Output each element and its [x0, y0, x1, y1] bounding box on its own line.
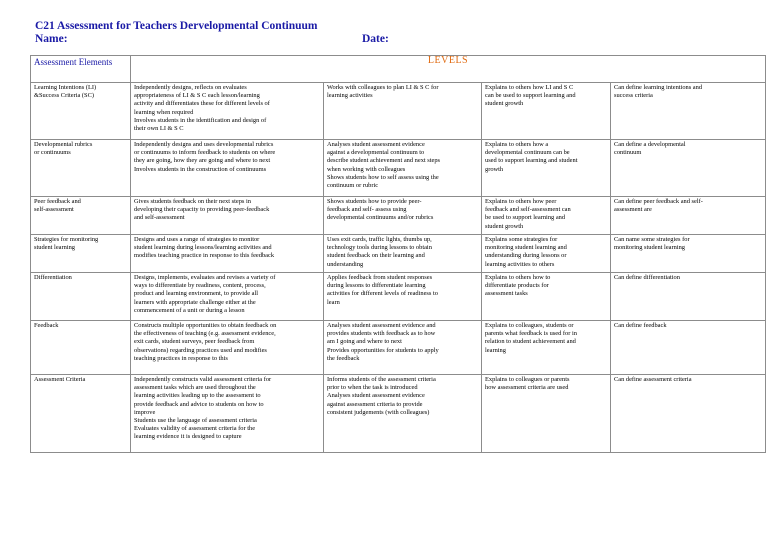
cell-text-line: Independently designs and uses developmental rubrics	[134, 141, 274, 148]
cell-text-line: how assessment criteria are used	[485, 384, 569, 392]
cell-text-line: Gives students feedback on their next steps in	[134, 198, 251, 205]
cell-text-line: Involves students in the construction of continuums	[134, 165, 267, 173]
cell-text-line: teaching practices in response to this	[134, 354, 228, 362]
column-header-levels: LEVELS	[131, 56, 766, 83]
cell-text-line: learning activities leading up to the assessment to	[134, 392, 261, 400]
cell-text-line: Explains to others how peer	[485, 198, 557, 205]
cell-text-line: they are going, how they are going and where to next	[134, 157, 271, 165]
cell-text-line: learn	[327, 298, 340, 306]
level-3-cell	[482, 197, 611, 235]
cell-text-line: appropriateness of LI & S C each lesson/learning	[134, 92, 260, 100]
cell-text-line: developing their capacity to providing peer-feedback	[134, 206, 270, 214]
assessment-continuum-table	[30, 55, 766, 453]
assessment-element-cell	[31, 375, 131, 453]
cell-text-line: Applies feedback from student responses	[327, 274, 433, 281]
cell-text-line: Designs and uses a range of strategies to monitor	[134, 236, 260, 243]
cell-text-line: differentiate products for	[485, 282, 549, 290]
cell-text-line: can be used to support learning and	[485, 92, 576, 100]
cell-text-line: learning activities to others	[485, 260, 555, 268]
cell-text-line: student growth	[485, 222, 524, 230]
cell-text-line: assessment tasks	[485, 290, 528, 298]
cell-text-line: student feedback on their learning and	[327, 252, 425, 260]
cell-text-line: learning evidence it is designed to capture	[134, 433, 242, 441]
level-2-cell	[324, 197, 482, 235]
assessment-element-cell	[31, 235, 131, 273]
cell-text-line: developmental continuums and/or rubrics	[327, 214, 434, 222]
cell-text-line: Explains to others how to	[485, 274, 551, 281]
cell-text-line: observations) regarding practices used and modifies	[134, 346, 267, 354]
level-4-cell	[611, 140, 766, 197]
cell-text-line: ways to differentiate by readiness, content, process,	[134, 282, 266, 290]
cell-text-line: Can define differentiation	[614, 274, 680, 281]
cell-text-line: against a developmental continuum to	[327, 149, 425, 157]
cell-text-line: growth	[485, 165, 504, 173]
cell-text-line: Constructs multiple opportunities to obtain feedback on	[134, 322, 277, 329]
table-row	[31, 140, 766, 197]
cell-text-line: feedback and self-assessment can	[485, 206, 571, 214]
level-1-cell	[131, 375, 324, 453]
cell-text-line: developmental continuum can be	[485, 149, 570, 157]
cell-text-line: the feedback	[327, 354, 360, 362]
cell-text-line: technology tools during lessons to obtain	[327, 244, 432, 252]
cell-text-line: provides students with feedback as to how	[327, 330, 436, 338]
cell-text-line: learning activities	[327, 92, 373, 100]
cell-text-line: student growth	[485, 100, 524, 108]
column-header-assessment-elements: Assessment Elements	[31, 56, 131, 83]
cell-text-line: learners with appropriate challenge either at the	[134, 298, 256, 306]
cell-text-line: Learning Intentions (LI)	[34, 84, 97, 91]
cell-text-line: self-assessment	[34, 206, 74, 214]
cell-text-line: Can define a developmental	[614, 141, 686, 148]
level-3-cell	[482, 140, 611, 197]
cell-text-line: assessment are	[614, 206, 652, 214]
level-2-cell	[324, 235, 482, 273]
assessment-element-cell	[31, 197, 131, 235]
assessment-element-cell	[31, 83, 131, 140]
table-row	[31, 235, 766, 273]
cell-text-line: learning when required	[134, 108, 194, 116]
table-row	[31, 321, 766, 375]
level-4-cell	[611, 197, 766, 235]
date-label: Date:	[362, 33, 389, 45]
level-3-cell	[482, 273, 611, 321]
table-row	[31, 273, 766, 321]
cell-text-line: Assessment Criteria	[34, 376, 86, 383]
cell-text-line: or continuums	[34, 149, 71, 157]
cell-text-line: Involves students in the identification and design of	[134, 116, 267, 124]
level-1-cell	[131, 321, 324, 375]
cell-text-line: relation to student achievement and	[485, 338, 576, 346]
cell-text-line: Analyses student assessment evidence	[327, 392, 425, 400]
cell-text-line: Differentiation	[34, 274, 72, 281]
assessment-element-cell	[31, 321, 131, 375]
name-label: Name:	[35, 33, 68, 45]
level-3-cell	[482, 375, 611, 453]
level-2-cell	[324, 273, 482, 321]
cell-text-line: Explains to others how LI and S C	[485, 84, 574, 91]
cell-text-line: Students use the language of assessment criteria	[134, 417, 257, 425]
cell-text-line: Can define assessment criteria	[614, 376, 692, 383]
cell-text-line: during lessons to differentiate learning	[327, 282, 426, 290]
level-2-cell	[324, 321, 482, 375]
cell-text-line: commencement of a unit or during a lesson	[134, 306, 245, 314]
level-1-cell	[131, 197, 324, 235]
document-header	[35, 20, 755, 47]
level-1-cell	[131, 273, 324, 321]
document-title: C21 Assessment for Teachers Dervelopmental Continuum	[35, 20, 318, 32]
level-4-cell	[611, 83, 766, 140]
level-2-cell	[324, 83, 482, 140]
cell-text-line: the effectiveness of teaching (e.g. assessment evidence,	[134, 330, 276, 338]
cell-text-line: am I going and where to next	[327, 338, 402, 346]
cell-text-line: Can define peer feedback and self-	[614, 198, 703, 205]
cell-text-line: Designs, implements, evaluates and revises a variety of	[134, 274, 276, 281]
cell-text-line: and self-assessment	[134, 214, 185, 222]
level-4-cell	[611, 375, 766, 453]
level-1-cell	[131, 235, 324, 273]
cell-text-line: success criteria	[614, 92, 653, 100]
cell-text-line: Uses exit cards, traffic lights, thumbs up,	[327, 236, 432, 243]
cell-text-line: Shows students how to self assess using the	[327, 173, 439, 181]
cell-text-line: used to support learning and student	[485, 157, 578, 165]
level-2-cell	[324, 140, 482, 197]
cell-text-line: Independently designs, reflects on evaluates	[134, 84, 247, 91]
cell-text-line: Explains some strategies for	[485, 236, 558, 243]
cell-text-line: understanding	[327, 260, 364, 268]
cell-text-line: monitoring student learning and	[485, 244, 567, 252]
name-date-line	[35, 33, 755, 47]
cell-text-line: Explains to colleagues or parents	[485, 376, 570, 383]
cell-text-line: monitoring student learning	[614, 244, 685, 252]
cell-text-line: provide feedback and advice to students on how to	[134, 400, 264, 408]
cell-text-line: against assessment criteria to provide	[327, 400, 423, 408]
cell-text-line: continuum	[614, 149, 642, 157]
cell-text-line: Peer feedback and	[34, 198, 81, 205]
cell-text-line: &Success Criteria (SC)	[34, 92, 94, 100]
cell-text-line: Provides opportunities for students to apply	[327, 346, 439, 354]
cell-text-line: Analyses student assessment evidence	[327, 141, 425, 148]
cell-text-line: Independently constructs valid assessment criteria for	[134, 376, 272, 383]
level-3-cell	[482, 321, 611, 375]
cell-text-line: modifies teaching practice in response to this feedback	[134, 252, 275, 260]
cell-text-line: or continuums to inform feedback to students on where	[134, 149, 276, 157]
cell-text-line: Evaluates validity of assessment criteria for the	[134, 425, 256, 433]
cell-text-line: their own LI & S C	[134, 125, 184, 133]
cell-text-line: understanding during lessons or	[485, 252, 567, 260]
cell-text-line: be used to support learning and	[485, 214, 566, 222]
cell-text-line: Explains to others how a	[485, 141, 549, 148]
cell-text-line: when working with colleagues	[327, 165, 406, 173]
cell-text-line: describe student achievement and next steps	[327, 157, 441, 165]
cell-text-line: learning	[485, 346, 506, 354]
level-4-cell	[611, 235, 766, 273]
table-row	[31, 197, 766, 235]
level-2-cell	[324, 375, 482, 453]
cell-text-line: activity and differentiates these for different levels of	[134, 100, 270, 108]
assessment-element-cell	[31, 140, 131, 197]
cell-text-line: parents what feedback is used for in	[485, 330, 577, 338]
level-4-cell	[611, 321, 766, 375]
cell-text-line: student learning during lessons/learning activities and	[134, 244, 272, 252]
cell-text-line: Explains to colleagues, students or	[485, 322, 574, 329]
cell-text-line: consistent judgements (with colleagues)	[327, 408, 430, 416]
cell-text-line: product and learning environment, to provide all	[134, 290, 259, 298]
table-row	[31, 83, 766, 140]
cell-text-line: Analyses student assessment evidence and	[327, 322, 436, 329]
cell-text-line: feedback and self- assess using	[327, 206, 407, 214]
cell-text-line: improve	[134, 408, 156, 416]
cell-text-line: Developmental rubrics	[34, 141, 93, 148]
cell-text-line: student learning	[34, 244, 75, 252]
level-3-cell	[482, 235, 611, 273]
table-row	[31, 375, 766, 453]
cell-text-line: Informs students of the assessment criteria	[327, 376, 436, 383]
level-1-cell	[131, 83, 324, 140]
level-1-cell	[131, 140, 324, 197]
cell-text-line: Strategies for monitoring	[34, 236, 99, 243]
cell-text-line: Can define feedback	[614, 322, 667, 329]
cell-text-line: Works with colleagues to plan LI & S C for	[327, 84, 439, 91]
cell-text-line: Shows students how to provide peer-	[327, 198, 422, 205]
cell-text-line: Can name some strategies for	[614, 236, 690, 243]
cell-text-line: prior to when the task is introduced	[327, 384, 418, 392]
assessment-element-cell	[31, 273, 131, 321]
cell-text-line: continuum or rubric	[327, 182, 379, 190]
cell-text-line: Feedback	[34, 322, 59, 329]
cell-text-line: exit cards, student surveys, peer feedback from	[134, 338, 255, 346]
level-4-cell	[611, 273, 766, 321]
level-3-cell	[482, 83, 611, 140]
cell-text-line: activities for different levels of readiness to	[327, 290, 438, 298]
cell-text-line: assessment tasks which are used throughout the	[134, 384, 256, 392]
cell-text-line: Can define learning intentions and	[614, 84, 703, 91]
